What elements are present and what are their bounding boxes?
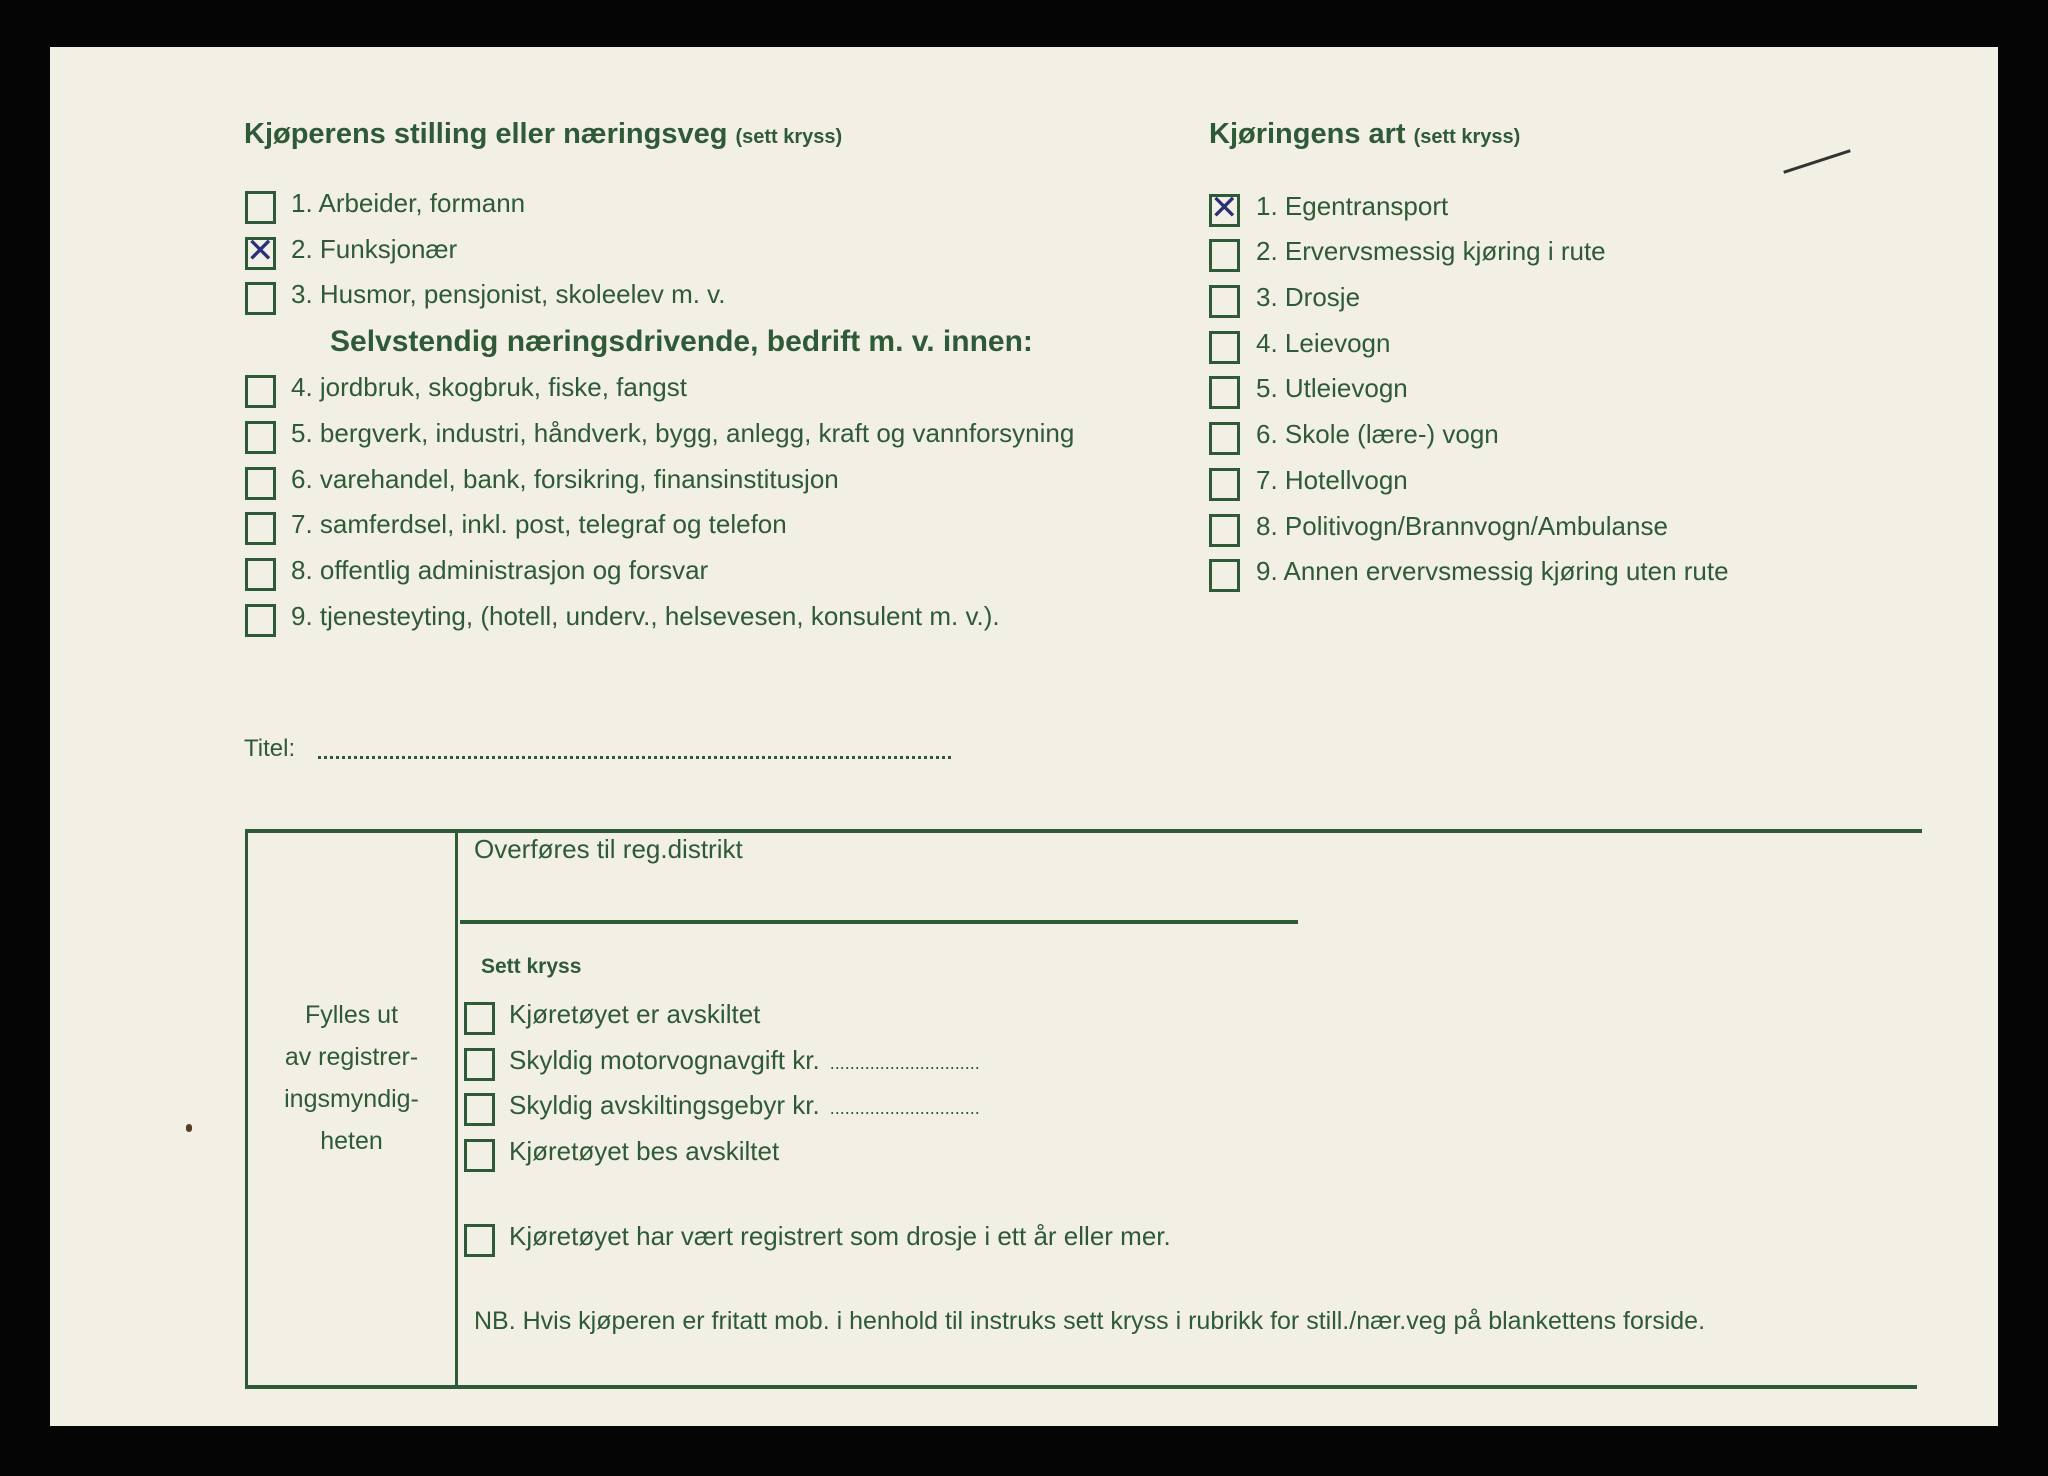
checkbox[interactable] <box>245 231 276 271</box>
ink-speck <box>186 1124 192 1132</box>
checkbox[interactable] <box>464 1002 495 1035</box>
checkbox-label <box>1256 328 1390 359</box>
cross-mark-icon: ✕ <box>1210 188 1239 228</box>
label-text: Kjøretøyet bes avskiltet <box>509 1136 780 1166</box>
label-text: 8. offentlig administrasjon og forsvar <box>291 555 709 585</box>
left-heading-note: (sett kryss) <box>735 126 843 148</box>
checkbox[interactable] <box>1209 559 1240 592</box>
titel-input[interactable] <box>318 756 951 759</box>
checkbox[interactable] <box>464 1093 495 1126</box>
checkbox[interactable] <box>245 191 276 224</box>
checkbox[interactable] <box>464 1139 495 1172</box>
label-text: 6. varehandel, bank, forsikring, finansinstitusjon <box>291 464 839 494</box>
sett-kryss-label: Sett kryss <box>481 955 582 978</box>
checkbox[interactable] <box>245 467 276 500</box>
right-heading-note: (sett kryss) <box>1413 126 1521 148</box>
side-label-line: heten <box>320 1127 383 1155</box>
right-heading <box>1209 118 1520 151</box>
label-text: 8. Politivogn/Brannvogn/Ambulanse <box>1256 511 1668 541</box>
label-text: Skyldig avskiltingsgebyr kr. <box>509 1090 820 1120</box>
checkbox-label <box>509 1090 980 1121</box>
label-text: 3. Drosje <box>1256 282 1361 312</box>
drosje-label: Kjøretøyet har vært registrert som drosje i ett år eller mer. <box>509 1221 1171 1251</box>
checkbox-label <box>291 279 725 310</box>
label-text: 5. bergverk, industri, håndverk, bygg, anlegg, kraft og vannforsyning <box>291 418 1075 448</box>
left-heading <box>244 118 842 151</box>
checkbox-label <box>291 372 687 403</box>
label-text: 1. Egentransport <box>1256 191 1449 221</box>
label-text: Skyldig motorvognavgift kr. <box>509 1045 820 1075</box>
label-text: Kjøretøyet er avskiltet <box>509 999 761 1029</box>
checkbox-label <box>291 188 525 219</box>
label-text: 7. samferdsel, inkl. post, telegraf og telefon <box>291 509 787 539</box>
side-label-line: ingsmyndig- <box>284 1085 419 1113</box>
side-label <box>248 994 455 1162</box>
drosje-checkbox[interactable] <box>464 1224 495 1257</box>
checkbox[interactable] <box>1209 422 1240 455</box>
checkbox[interactable] <box>1209 331 1240 364</box>
cross-mark-icon: ✕ <box>246 231 275 271</box>
checkbox[interactable] <box>245 282 276 315</box>
self-employed-subheading: Selvstendig næringsdrivende, bedrift m. v. innen: <box>330 325 1033 358</box>
right-heading-text: Kjøringens art <box>1209 118 1406 150</box>
label-text: 1. Arbeider, formann <box>291 188 526 218</box>
checkbox[interactable] <box>245 512 276 545</box>
checkbox-label <box>509 1045 980 1076</box>
left-heading-text: Kjøperens stilling eller næringsveg <box>244 118 728 150</box>
checkbox-label <box>291 555 708 586</box>
side-label-line: Fylles ut <box>304 1001 399 1029</box>
checkbox[interactable] <box>245 421 276 454</box>
titel-label: Titel: <box>244 735 296 762</box>
label-text: 4. jordbruk, skogbruk, fiske, fangst <box>291 372 687 402</box>
checkbox-label <box>291 509 787 540</box>
box-top-line <box>245 829 1922 833</box>
checkbox[interactable] <box>1209 188 1240 228</box>
label-text: 2. Ervervsmessig kjøring i rute <box>1256 236 1606 266</box>
transfer-underline <box>460 920 1298 924</box>
checkbox-label <box>1256 465 1408 496</box>
checkbox-label <box>1256 236 1606 267</box>
checkbox[interactable] <box>1209 514 1240 547</box>
box-bottom-line <box>245 1385 1917 1389</box>
checkbox-label <box>1256 556 1729 587</box>
checkbox[interactable] <box>1209 239 1240 272</box>
checkbox[interactable] <box>245 375 276 408</box>
checkbox[interactable] <box>245 604 276 637</box>
checkbox-label <box>1256 419 1499 450</box>
label-text: 9. Annen ervervsmessig kjøring uten rute <box>1256 556 1729 586</box>
label-text: 3. Husmor, pensjonist, skoleelev m. v. <box>291 279 726 309</box>
label-text: 7. Hotellvogn <box>1256 465 1408 495</box>
checkbox[interactable] <box>1209 468 1240 501</box>
label-text: 2. Funksjonær <box>291 234 458 264</box>
transfer-label: Overføres til reg.distrikt <box>474 834 743 864</box>
label-text: 4. Leievogn <box>1256 328 1391 358</box>
checkbox[interactable] <box>464 1048 495 1081</box>
checkbox-label <box>509 999 760 1030</box>
label-text: 5. Utleievogn <box>1256 373 1408 403</box>
checkbox[interactable] <box>245 558 276 591</box>
checkbox[interactable] <box>1209 376 1240 409</box>
amount-field[interactable]: .............................. <box>829 1098 980 1118</box>
checkbox-label <box>1256 191 1448 222</box>
checkbox-label <box>509 1136 779 1167</box>
box-divider-line <box>455 829 458 1385</box>
checkbox-label <box>1256 282 1360 313</box>
checkbox[interactable] <box>1209 285 1240 318</box>
checkbox-label <box>291 418 1074 449</box>
label-text: 6. Skole (lære-) vogn <box>1256 419 1499 449</box>
nb-note: NB. Hvis kjøperen er fritatt mob. i henhold til instruks sett kryss i rubrikk for still./nær.veg på blankettens forside. <box>474 1307 1706 1335</box>
checkbox-label <box>291 234 457 265</box>
checkbox-label <box>291 464 839 495</box>
checkbox-label <box>291 601 1000 632</box>
checkbox-label <box>1256 373 1408 404</box>
amount-field[interactable]: .............................. <box>829 1053 980 1073</box>
label-text: 9. tjenesteyting, (hotell, underv., helsevesen, konsulent m. v.). <box>291 601 1000 631</box>
checkbox-label <box>1256 511 1668 542</box>
side-label-line: av registrer- <box>284 1043 419 1071</box>
